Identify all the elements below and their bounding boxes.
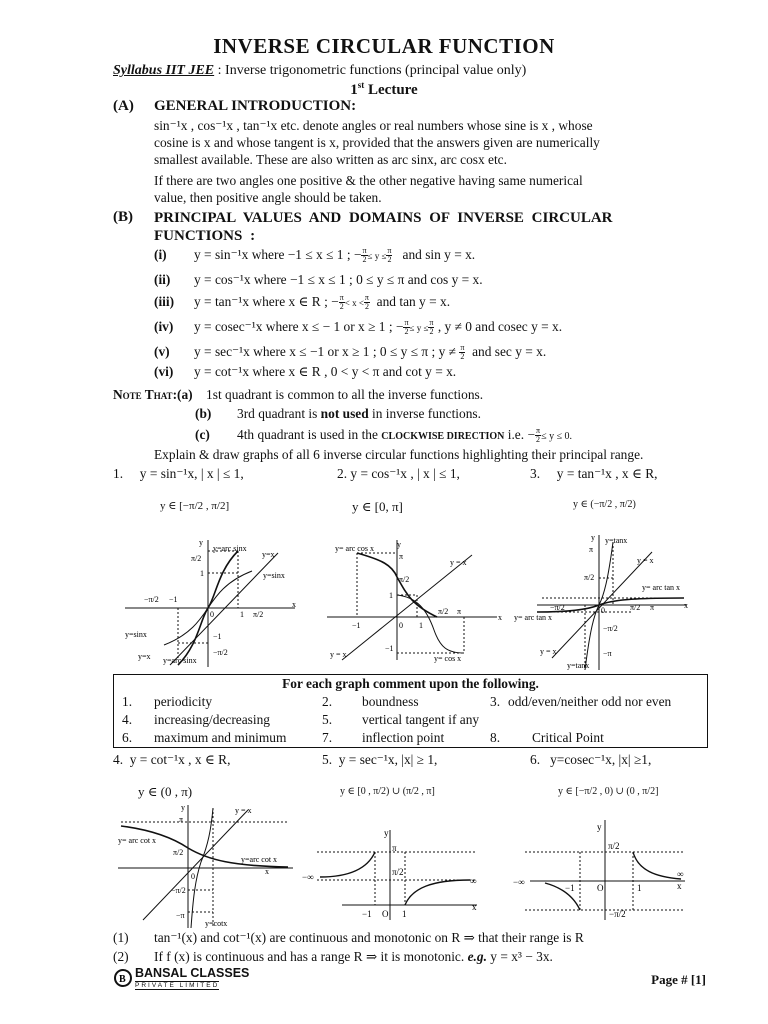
- tick-1-y: 1: [389, 591, 393, 600]
- tick-neg-pi: −π: [176, 911, 185, 920]
- lecture-num: 1: [350, 82, 358, 98]
- label-yx: y = x: [235, 806, 252, 815]
- frac-num: π: [387, 246, 392, 256]
- range-op: < x <: [344, 298, 364, 308]
- tick-pi2-y: π/2: [399, 575, 410, 584]
- graph3-heading: [530, 466, 658, 482]
- graph-eq: y = cot⁻¹x , x ∈ R,: [129, 752, 231, 767]
- pv-item-2: [154, 272, 483, 288]
- tick-neg1: −1: [565, 883, 575, 893]
- tick-pi2: π/2: [392, 867, 404, 877]
- para-line: value, then positive angle should be taken.: [154, 190, 382, 205]
- note-c: [195, 427, 572, 444]
- label-x: x: [684, 601, 688, 610]
- graph1-range: y ∈ [−π/2 , π/2]: [160, 500, 230, 512]
- curve-arccosec-left: [545, 883, 580, 910]
- fraction: [386, 247, 392, 264]
- tick-pi: π: [589, 545, 594, 554]
- para-line: sin⁻¹x , cos⁻¹x , tan⁻¹x etc. denote angles or real numbers whose sine is x , whose: [154, 118, 593, 133]
- section-b-title-line2: FUNCTIONS :: [154, 228, 256, 244]
- note-marker: :(a): [172, 387, 193, 402]
- graph-eq: y = tan⁻¹x , x ∈ R,: [556, 466, 658, 481]
- note-label: Note That: [113, 387, 173, 402]
- label-y: y: [199, 538, 203, 547]
- line-y-x: [342, 555, 472, 660]
- range-op: ≤ y ≤: [367, 251, 387, 261]
- frac-num: π: [460, 343, 465, 353]
- tick-pi: π: [399, 552, 404, 561]
- label-y: y: [397, 540, 401, 549]
- tick-neg1: −1: [169, 595, 178, 604]
- minus-sign: −: [395, 319, 404, 334]
- guide-lines: [357, 553, 464, 653]
- graph2-heading: [337, 466, 460, 482]
- remark-2: [113, 949, 553, 965]
- label-x: x: [472, 902, 477, 912]
- label-x: x: [265, 867, 269, 876]
- tick-0: 0: [399, 621, 403, 630]
- tick-neg1-y: −1: [213, 632, 222, 641]
- tick-neg-pi: −π: [603, 649, 612, 658]
- label-x: x: [677, 881, 682, 891]
- comment-num: 8.: [490, 730, 501, 745]
- pv-item-4: [154, 319, 562, 336]
- comment-num: 1.: [122, 694, 133, 709]
- lecture-heading: [0, 80, 768, 99]
- tick-pi-x: π: [650, 603, 655, 612]
- tick-x1: 1: [240, 610, 244, 619]
- pv-item-5: [154, 344, 546, 361]
- label-arccot-right: y=arc cot x: [241, 855, 278, 864]
- syllabus-line: [113, 63, 526, 79]
- explain-line: Explain & draw graphs of all 6 inverse circular functions highlighting their principal range.: [154, 447, 644, 462]
- note-text: 4th quadrant is used in the: [237, 427, 382, 442]
- pv-text: y = cot⁻¹x where x ∈ R , 0 < y < π and cot y = x.: [194, 364, 457, 379]
- frac-den: 2: [536, 435, 541, 445]
- frac-den: 2: [404, 327, 409, 337]
- pv-num: (iv): [154, 319, 174, 334]
- pv-text: y = cos⁻¹x where −1 ≤ x ≤ 1 ; 0 ≤ y ≤ π and cos y = x.: [194, 272, 483, 287]
- tick-1: 1: [402, 909, 407, 919]
- tick-neg-pi2: −π/2: [609, 909, 626, 919]
- pv-text-b: and sec y = x.: [472, 344, 547, 359]
- comment-item: Critical Point: [532, 730, 604, 745]
- pv-text-b: and tan y = x.: [376, 294, 451, 309]
- label-arccot: y= arc cot x: [118, 836, 157, 845]
- tick-pi2: π/2: [608, 841, 620, 851]
- tick-pi: π: [392, 843, 397, 853]
- frac-den: 2: [429, 327, 434, 337]
- graph-eq: y = sec⁻¹x, |x| ≥ 1,: [338, 752, 438, 767]
- label-arctan-lower: y= arc tan x: [514, 613, 553, 622]
- note-a: [113, 387, 483, 403]
- pv-item-6: [154, 364, 456, 380]
- note-text: i.e.: [504, 427, 525, 442]
- tick-neg-pi2: −π/2: [144, 595, 159, 604]
- graph-eq: y=cosec⁻¹x, |x| ≥1,: [550, 752, 652, 767]
- graph-num: 4.: [113, 752, 124, 767]
- label-tanx-lower: y=tanx: [567, 661, 590, 670]
- label-y: y: [384, 828, 389, 838]
- frac-den: 2: [339, 302, 344, 312]
- graph3-range: y ∈ (−π/2 , π/2): [573, 499, 636, 510]
- minus-sign: −: [527, 427, 536, 442]
- label-arcsin: y=arc sinx: [213, 544, 247, 553]
- frac-den: 2: [362, 255, 367, 265]
- tick-neg-pi2-x: −π/2: [550, 603, 565, 612]
- tick-neg1-y: −1: [385, 644, 394, 653]
- graph6-range: y ∈ [−π/2 , 0) ∪ (0 , π/2]: [558, 786, 659, 797]
- comment-box: [113, 674, 708, 748]
- label-inf: ∞: [677, 869, 684, 879]
- graph-arccot: [113, 800, 303, 930]
- tick-x-pi2: π/2: [253, 610, 264, 619]
- page-number: Page # [1]: [651, 972, 706, 987]
- comment-num: 2.: [322, 694, 333, 709]
- graph5-heading: [322, 752, 437, 768]
- section-b-marker: (B): [113, 209, 133, 225]
- label-arccos: y= arc cos x: [335, 544, 374, 553]
- label-neg-inf: −∞: [302, 872, 314, 882]
- graph-arccos: [322, 535, 507, 670]
- syllabus-label: Syllabus IIT JEE: [113, 63, 215, 78]
- range-op: ≤ y ≤: [409, 323, 429, 333]
- comment-num: 7.: [322, 730, 333, 745]
- tick-1: 1: [200, 569, 204, 578]
- curve-arcsec-left: [320, 852, 375, 877]
- brand-logo: [113, 966, 250, 996]
- tick-pi2: π/2: [191, 554, 202, 563]
- tick-0: 0: [601, 606, 605, 615]
- graph-arccosec: [505, 815, 695, 925]
- graph-num: 1.: [113, 466, 124, 481]
- label-yx: y = x: [637, 556, 654, 565]
- tick-1: 1: [637, 883, 642, 893]
- curve-cosx: [397, 595, 464, 653]
- remark-text: y = x³ − 3x.: [486, 949, 553, 964]
- pv-num: (i): [154, 247, 167, 262]
- section-b-heading: [113, 209, 713, 244]
- graph6-heading: [530, 752, 651, 768]
- note-range: ≤ y ≤ 0.: [541, 431, 573, 442]
- frac-num: π: [404, 318, 409, 328]
- fraction: [364, 294, 370, 311]
- pv-item-1: [154, 247, 475, 264]
- note-text: 3rd quadrant is: [237, 406, 321, 421]
- para-line: If there are two angles one positive & the other negative having same numerical: [154, 173, 583, 188]
- brand-sub: PRIVATE LIMITED: [135, 982, 220, 989]
- graph4-range: y ∈ (0 , π): [138, 784, 193, 799]
- svg-text:B: B: [119, 974, 126, 985]
- tick-neg-pi2-y: −π/2: [603, 624, 618, 633]
- brand-name: BANSAL CLASSES: [135, 966, 250, 980]
- frac-num: π: [429, 318, 434, 328]
- frac-den: 2: [387, 255, 392, 265]
- page-title: INVERSE CIRCULAR FUNCTION: [213, 34, 555, 58]
- label-tanx: y=tanx: [605, 536, 628, 545]
- frac-num: π: [362, 246, 367, 256]
- label-yx: y = x: [450, 558, 467, 567]
- pv-num: (vi): [154, 364, 174, 379]
- para-line: smallest available. These are also written as arc sinx, arc cosx etc.: [154, 152, 507, 167]
- graph-arctan: [512, 530, 692, 675]
- frac-num: π: [364, 293, 369, 303]
- note-caps: CLOCKWISE DIRECTION: [381, 431, 505, 442]
- graph-num: 6.: [530, 752, 541, 767]
- label-inf: ∞: [470, 876, 477, 886]
- section-a-heading: [113, 98, 357, 115]
- label-y: y: [591, 533, 595, 542]
- note-marker: (b): [195, 406, 212, 421]
- syllabus-text: : Inverse trigonometric functions (principal value only): [214, 63, 527, 78]
- comment-num: 5.: [322, 712, 333, 727]
- graph-num: 5.: [322, 752, 333, 767]
- pv-text-b: and sin y = x.: [402, 247, 476, 262]
- pv-text: y = sec⁻¹x where x ≤ −1 or x ≥ 1 ; 0 ≤ y ≤ π ; y ≠: [194, 344, 456, 359]
- label-yx-lower: y = x: [330, 650, 347, 659]
- label-cotx: y=cotx: [205, 919, 228, 928]
- minus-sign: −: [331, 294, 339, 309]
- curve-arccosec-right: [633, 852, 684, 879]
- pv-num: (iii): [154, 294, 175, 309]
- tick-0: 0: [191, 872, 195, 881]
- lecture-sup: st: [357, 80, 365, 90]
- comment-num: 6.: [122, 730, 133, 745]
- label-neg-inf: −∞: [513, 877, 525, 887]
- graph-num: 3.: [530, 466, 541, 481]
- pv-item-3: [154, 294, 450, 311]
- graph1-heading: [113, 466, 244, 482]
- remark-1: [113, 930, 584, 946]
- comment-box-heading: For each graph comment upon the following.: [282, 676, 539, 691]
- graph2-range: y ∈ [0, π]: [352, 499, 403, 514]
- tick-1: 1: [419, 621, 423, 630]
- guide-lines: [317, 852, 477, 905]
- fraction: [459, 344, 465, 361]
- graph-num: 2.: [337, 466, 348, 481]
- pv-text: y = tan⁻¹x where x ∈ R ;: [194, 294, 328, 309]
- fraction: [428, 319, 434, 336]
- label-sinx: y=sinx: [263, 571, 285, 580]
- graph-eq: y = sin⁻¹x, | x | ≤ 1,: [139, 466, 244, 481]
- label-y: y: [181, 803, 185, 812]
- label-yx-lower: y = x: [540, 647, 557, 656]
- lecture-word: Lecture: [364, 82, 418, 98]
- line-y-x: [143, 810, 248, 920]
- section-b-title-line1: PRINCIPAL VALUES AND DOMAINS OF INVERSE CIRCULAR: [154, 210, 613, 226]
- comment-item: periodicity: [154, 694, 213, 709]
- tick-pi2-x: π/2: [438, 607, 449, 616]
- remark-text: tan⁻¹(x) and cot⁻¹(x) are continuous and monotonic on R ⇒ that their range is R: [154, 930, 584, 945]
- label-x: x: [292, 600, 296, 609]
- remark-num: (1): [113, 930, 129, 945]
- para-line: cosine is x and whose tangent is x, provided that the answers given are numerically: [154, 135, 600, 150]
- comment-item: odd/even/neither odd nor even: [508, 694, 672, 709]
- comment-item: maximum and minimum: [154, 730, 287, 745]
- label-y: y: [597, 822, 602, 832]
- pv-num: (v): [154, 344, 170, 359]
- section-a-title: GENERAL INTRODUCTION:: [154, 98, 357, 114]
- tick-origin: O: [597, 883, 604, 893]
- graph5-range: y ∈ [0 , π/2) ∪ (π/2 , π]: [340, 786, 435, 797]
- minus-sign: −: [353, 247, 362, 262]
- pv-text-b: , y ≠ 0 and cosec y = x.: [437, 319, 563, 334]
- note-b: [195, 406, 481, 422]
- tick-pi2-x: π/2: [630, 603, 641, 612]
- tick-neg-pi2-y: −π/2: [213, 648, 228, 657]
- tick-pi-x: π: [457, 607, 462, 616]
- curve-arcsec-right: [405, 880, 470, 905]
- tick-neg1: −1: [352, 621, 361, 630]
- comment-item: inflection point: [362, 730, 445, 745]
- tick-neg-pi2: −π/2: [171, 886, 186, 895]
- frac-num: π: [536, 426, 541, 436]
- frac-den: 2: [460, 352, 465, 362]
- graph-arcsec: [302, 825, 492, 925]
- label-yx-lower: y=x: [138, 652, 151, 661]
- tick-0: 0: [210, 610, 214, 619]
- note-marker: (c): [195, 427, 210, 442]
- tick-pi2-y: π/2: [584, 573, 595, 582]
- section-a-marker: (A): [113, 98, 134, 114]
- note-text: 1st quadrant is common to all the inverse functions.: [206, 387, 484, 402]
- section-a-para2: [154, 172, 707, 206]
- label-cosx: y= cos x: [434, 654, 462, 663]
- graph4-heading: [113, 752, 230, 768]
- remark-eg: e.g.: [467, 949, 487, 964]
- graph-eq: y = cos⁻¹x , | x | ≤ 1,: [350, 466, 460, 481]
- note-bold: not used: [320, 406, 369, 421]
- section-b-title: [154, 209, 714, 245]
- section-a-para1: [154, 117, 707, 168]
- label-yx: y=x: [262, 550, 275, 559]
- comment-item: boundness: [362, 694, 419, 709]
- label-sinx-lower: y=sinx: [125, 630, 147, 639]
- frac-num: π: [339, 293, 344, 303]
- frac-den: 2: [364, 302, 369, 312]
- pv-num: (ii): [154, 272, 171, 287]
- remark-text: If f (x) is continuous and has a range R ⇒ it is monotonic.: [154, 949, 468, 964]
- label-arcsin-lower: y=arc sinx: [163, 656, 197, 665]
- tick-pi2: π/2: [173, 848, 184, 857]
- comment-item: increasing/decreasing: [154, 712, 270, 727]
- label-x: x: [498, 613, 502, 622]
- pv-text: y = sin⁻¹x where −1 ≤ x ≤ 1 ;: [194, 247, 351, 262]
- tick-pi: π: [179, 815, 184, 824]
- note-text: in inverse functions.: [368, 406, 481, 421]
- comment-num: 4.: [122, 712, 133, 727]
- pv-text: y = cosec⁻¹x where x ≤ − 1 or x ≥ 1 ;: [194, 319, 393, 334]
- comment-item: vertical tangent if any: [362, 712, 480, 727]
- comment-num: 3.: [490, 694, 501, 709]
- remark-num: (2): [113, 949, 129, 964]
- graph-arcsin: [120, 535, 305, 670]
- tick-neg1: −1: [362, 909, 372, 919]
- tick-origin: O: [382, 909, 389, 919]
- label-arctan: y= arc tan x: [642, 583, 681, 592]
